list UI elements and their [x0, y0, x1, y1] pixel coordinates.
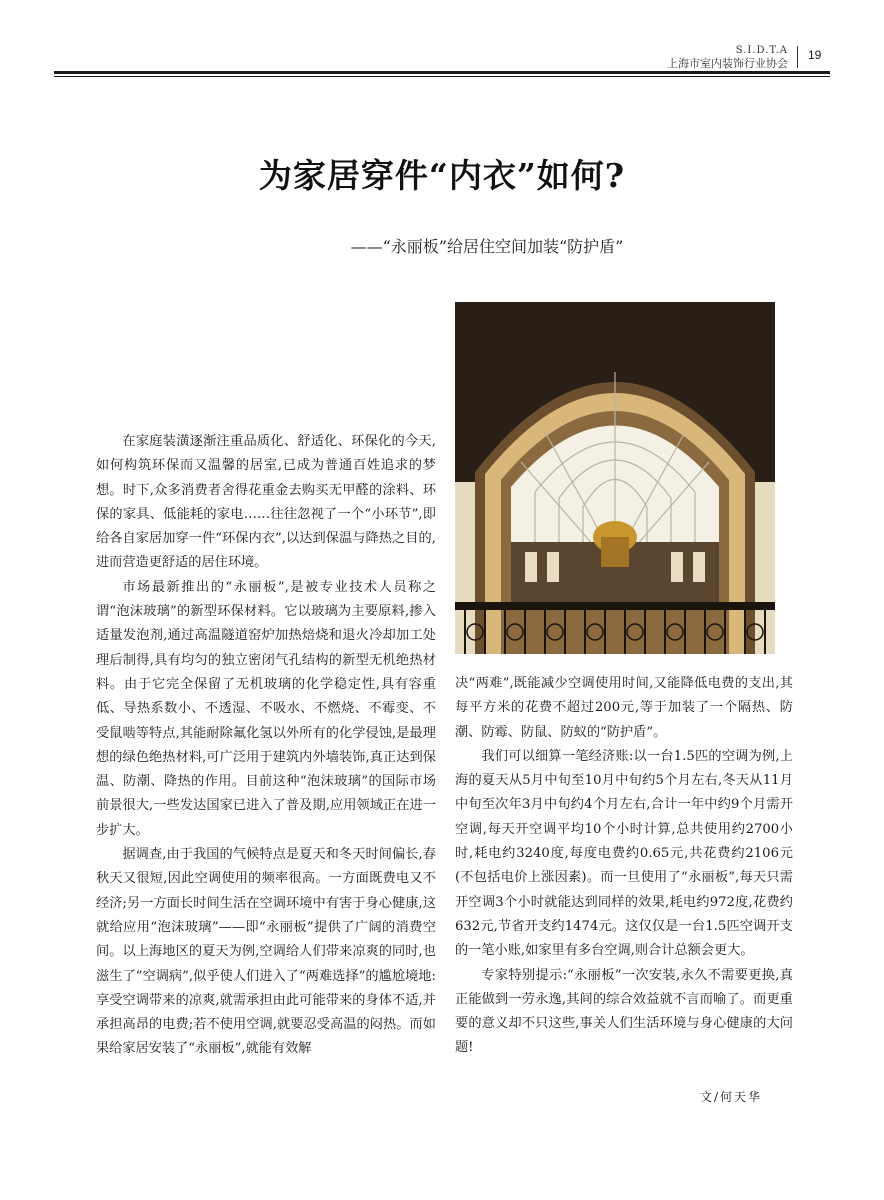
header-separator [797, 46, 798, 68]
organization-abbreviation: S.I.D.T.A [735, 45, 788, 56]
organization-name: 上海市室内装饰行业协会 [667, 57, 788, 70]
article-paragraph: 我们可以细算一笔经济账:以一台1.5匹的空调为例,上海的夏天从5月中旬至10月中旬约5个月左右,冬天从11月中旬至次年3月中旬约4个月左右,合计一年中约9个月需开空调,每天开空调平均10个小时计算,总共使用约2700小时,耗电约3240度,每度电费约0.65元,共花费约2106元(不包括电价上涨因素)。而一旦使用了“永丽板”,每天只需开空调3个小时就能达到同样的效果,耗电约972度,花费约632元,节省开支约1474元。这仅仅是一台1.5匹空调开支的一笔小账,如家里有多台空调,则合计总额会更大。 [455, 748, 793, 959]
organization-label [667, 44, 788, 70]
arched-arcade-photo [455, 302, 775, 654]
article-left-column [96, 430, 436, 1062]
article-paragraph-continuation: 决“两难”,既能减少空调使用时间,又能降低电费的支出,其每平方米的花费不超过200元,等于加装了一个隔热、防潮、防霉、防鼠、防蚁的“防护盾”。 [455, 676, 793, 740]
article-right-column [455, 672, 793, 1061]
header-rule-thick [54, 71, 830, 74]
arched-arcade-photo-icon [455, 302, 775, 654]
article-paragraph: 据调查,由于我国的气候特点是夏天和冬天时间偏长,春秋天又很短,因此空调使用的频率很高。一方面既费电又不经济;另一方面长时间生活在空调环境中有害于身心健康,这就给应用“泡沫玻璃”——即“永丽板”提供了广阔的消费空间。以上海地区的夏天为例,空调给人们带来凉爽的同时,也滋生了“空调病”,似乎使人们进入了“两难选择”的尴尬境地:享受空调带来的凉爽,就需承担由此可能带来的身体不适,并承担高昂的电费;若不使用空调,就要忍受高温的闷热。而如果给家居安装了“永丽板”,就能有效解 [96, 847, 436, 1057]
header-rule-thin [54, 76, 830, 77]
article-paragraph: 市场最新推出的“永丽板”,是被专业技术人员称之谓“泡沫玻璃”的新型环保材料。它以玻璃为主要原料,掺入适量发泡剂,通过高温隧道窑炉加热焙烧和退火冷却加工处理后制得,具有均匀的独立密闭气孔结构的新型无机绝热材料。由于它完全保留了无机玻璃的化学稳定性,具有容重低、导热系数小、不透湿、不吸水、不燃烧、不霉变、不受鼠啮等特点,其能耐除氟化氢以外所有的化学侵蚀,是最理想的绿色绝热材料,可广泛用于建筑内外墙装饰,真正达到保温、防潮、降热的作用。目前这种“泡沫玻璃”的国际市场前景很大,一些发达国家已进入了普及期,应用领域正在进一步扩大。 [96, 579, 436, 838]
article-paragraph: 在家庭装潢逐渐注重品质化、舒适化、环保化的今天,如何构筑环保而又温馨的居室,已成为普通百姓追求的梦想。时下,众多消费者舍得花重金去购买无甲醛的涂料、环保的家具、低能耗的家电……往往忽视了一个“小环节”,即给各自家居加穿一件“环保内衣”,以达到保温与降热之目的,进而营造更舒适的居住环境。 [96, 434, 436, 571]
article-paragraph: 专家特别提示:“永丽板”一次安装,永久不需要更换,真正能做到一劳永逸,其间的综合效益就不言而喻了。而更重要的意义却不只这些,事关人们生活环境与身心健康的大问题! [455, 967, 793, 1056]
page-number: 19 [808, 48, 822, 62]
article-byline: 文/何天华 [699, 1090, 762, 1104]
article-title: 为家居穿件“内衣”如何? [258, 156, 626, 195]
article-subtitle: ——“永丽板”给居住空间加装“防护盾” [350, 237, 624, 256]
